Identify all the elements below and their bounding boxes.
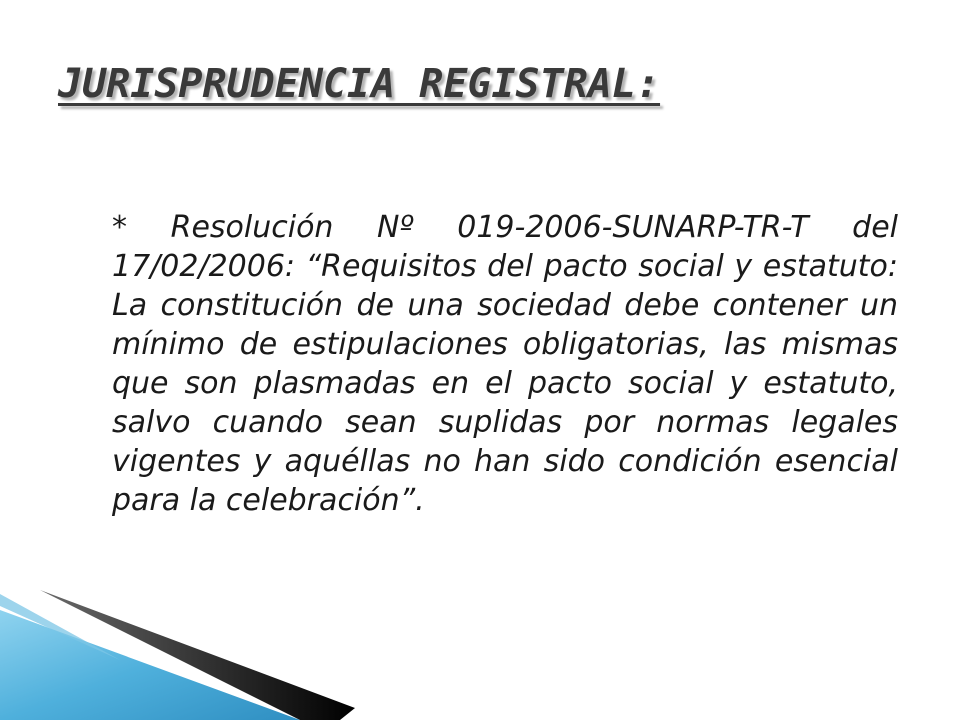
corner-blue-wedge: [0, 610, 300, 720]
slide-title: JURISPRUDENCIA REGISTRAL:: [58, 61, 661, 107]
corner-decoration: [0, 580, 360, 720]
slide-body-text: * Resolución Nº 019-2006-SUNARP-TR-T del 17/02/2006: “Requisitos del pacto social y estatuto: La constitución de una sociedad debe contener un mínimo de estipulaciones obligatorias, las mismas que son plasmadas en el pacto social y estatuto, salvo cuando sean suplidas por normas legales vigentes y aquéllas no han sido condición esencial para la celebración”.: [112, 210, 898, 518]
